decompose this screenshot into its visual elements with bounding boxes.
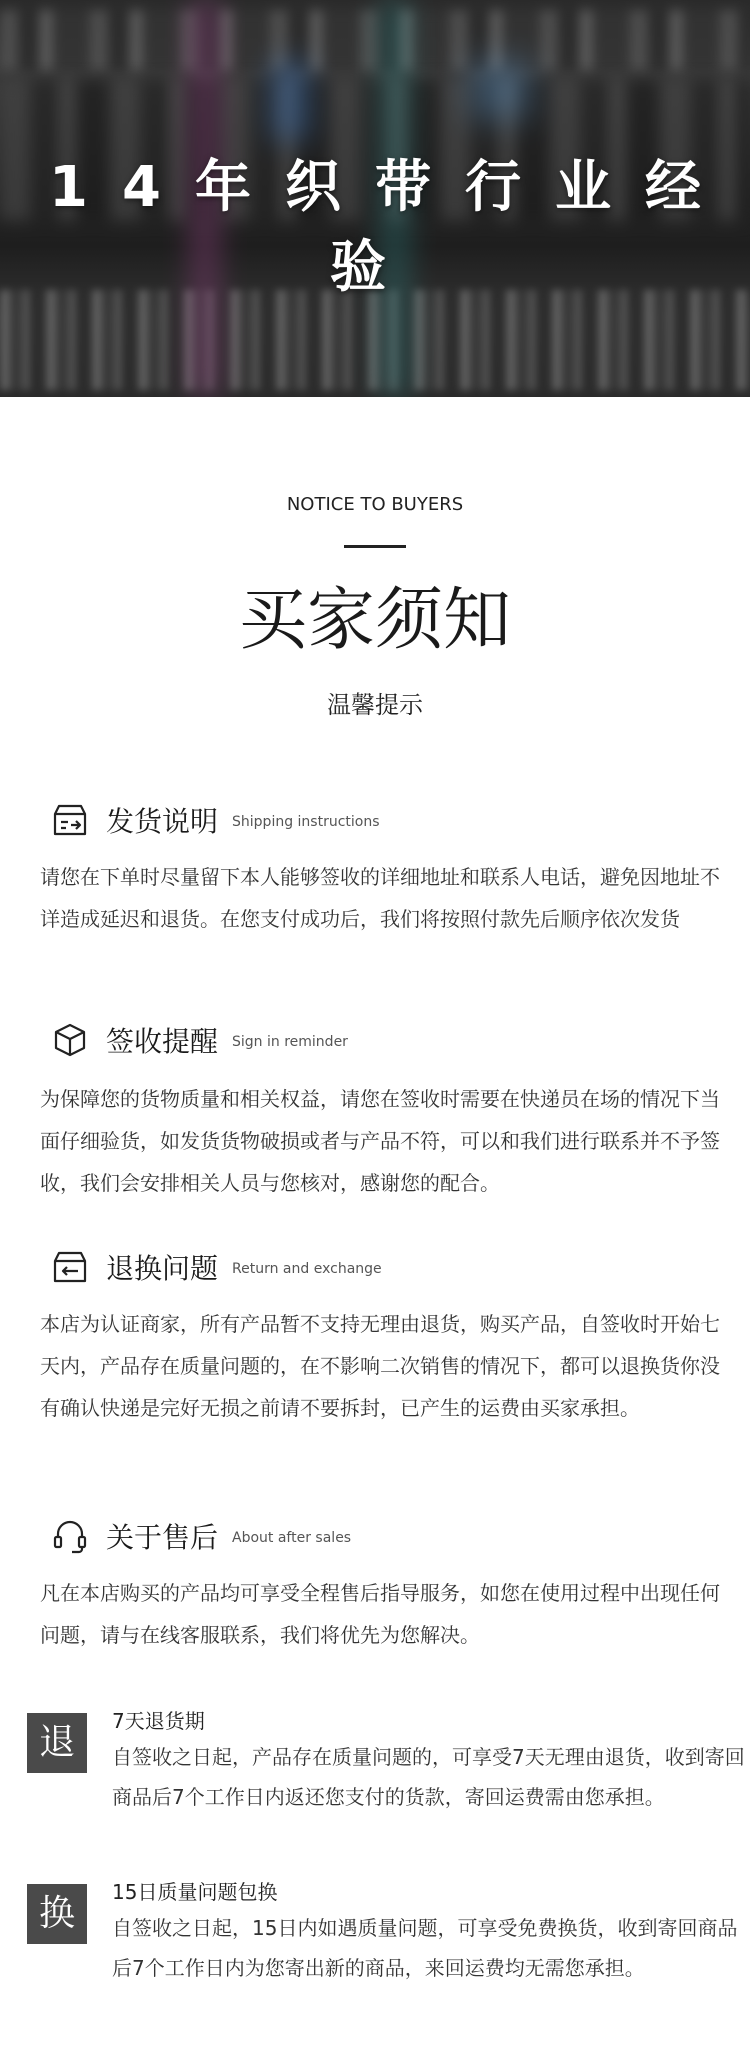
headset-icon [52, 1518, 88, 1554]
page-subtitle: 温馨提示 [327, 691, 423, 719]
notice-en-heading: NOTICE TO BUYERS [286, 494, 464, 515]
section-subtitle-en: Return and exchange [232, 1261, 382, 1277]
hero-banner [0, 0, 750, 397]
section-title: 退换问题 [106, 1252, 219, 1285]
banner-title: 14年织带行业经验 [49, 155, 735, 300]
section-title: 签收提醒 [106, 1025, 219, 1058]
section-title: 发货说明 [106, 805, 219, 838]
package-cube-icon [52, 1022, 88, 1058]
section-header-return [52, 1247, 382, 1287]
policy-text: 自签收之日起，15日内如遇质量问题，可享受免费换货，收到寄回商品后7个工作日内为您寄出新的商品，来回运费均无需您承担。 [112, 1916, 738, 1980]
section-subtitle-en: Sign in reminder [232, 1034, 348, 1050]
section-body-shipping: 请您在下单时尽量留下本人能够签收的详细地址和联系人电话，避免因地址不详造成延迟和退货。在您支付成功后，我们将按照付款先后顺序依次发货 [40, 865, 720, 931]
heading-divider [344, 545, 406, 548]
section-body-return: 本店为认证商家，所有产品暂不支持无理由退货，购买产品，自签收时开始七天内，产品存在质量问题的，在不影响二次销售的情况下，都可以退换货你没有确认快递是完好无损之前请不要拆封，已产生的运费由买家承担。 [40, 1312, 720, 1420]
policy-title: 7天退货期 [112, 1709, 205, 1733]
section-title: 关于售后 [106, 1521, 219, 1554]
banner-color-accent [270, 60, 310, 140]
section-body-sign: 为保障您的货物质量和相关权益，请您在签收时需要在快递员在场的情况下当面仔细验货，如发货货物破损或者与产品不符，可以和我们进行联系并不予签收，我们会安排相关人员与您核对，感谢您的配合。 [40, 1087, 720, 1195]
policy-title: 15日质量问题包换 [112, 1880, 278, 1904]
section-body-aftersales: 凡在本店购买的产品均可享受全程售后指导服务，如您在使用过程中出现任何问题，请与在线客服联系，我们将优先为您解决。 [40, 1581, 720, 1647]
section-subtitle-en: Shipping instructions [232, 814, 380, 830]
section-header-aftersales [52, 1516, 351, 1556]
return-badge: 退 [27, 1713, 87, 1773]
banner-color-accent [470, 60, 530, 120]
exchange-badge: 换 [27, 1884, 87, 1944]
section-header-sign [52, 1020, 348, 1060]
shipping-box-icon [52, 802, 88, 838]
page-title: 买家须知 [238, 581, 511, 660]
policy-text: 自签收之日起，产品存在质量问题的，可享受7天无理由退货，收到寄回商品后7个工作日内返还您支付的货款，寄回运费需由您承担。 [112, 1745, 745, 1809]
return-box-icon [52, 1249, 88, 1285]
section-header-shipping [52, 800, 380, 840]
banner-texture [0, 10, 750, 70]
section-subtitle-en: About after sales [232, 1530, 352, 1546]
